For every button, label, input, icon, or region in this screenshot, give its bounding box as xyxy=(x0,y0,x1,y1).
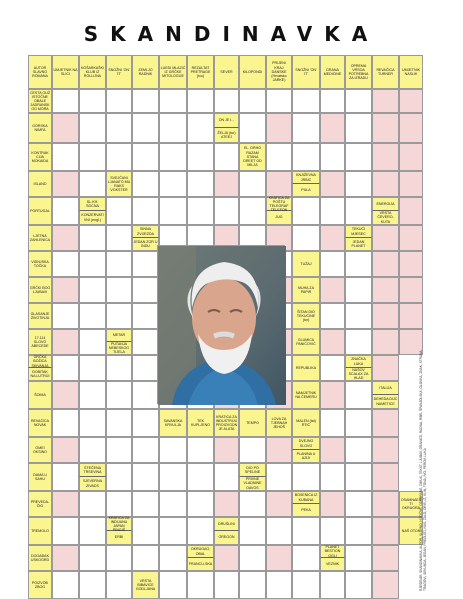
answer-cell[interactable] xyxy=(159,545,187,571)
answer-cell[interactable] xyxy=(345,381,372,409)
puzzle-title: SKANDINAVKA xyxy=(83,22,380,46)
answer-cell[interactable] xyxy=(52,225,79,251)
clue-cell: DVEJNO SLOVO xyxy=(292,437,320,450)
clue-cell: REVAČICA TURNER xyxy=(372,55,399,89)
answer-cell[interactable] xyxy=(79,89,106,113)
answer-cell[interactable] xyxy=(79,545,106,571)
answer-cell[interactable] xyxy=(239,171,266,197)
clue-cell: PLANINA U AZIJI xyxy=(292,450,320,463)
answer-cell[interactable] xyxy=(214,89,239,113)
clue-cell: KILOPONDI xyxy=(239,55,266,89)
clue-cell: JEDAN PLANET xyxy=(345,238,372,251)
answer-cell[interactable] xyxy=(106,89,132,113)
answer-cell[interactable] xyxy=(52,171,79,197)
clue-pair xyxy=(320,545,345,571)
answer-cell[interactable] xyxy=(345,545,372,571)
clue-cell: OKRUGAO, OBAL xyxy=(187,545,214,558)
clue-cell: ZNAČKA LUKA xyxy=(345,355,372,368)
clue-pair xyxy=(106,329,132,355)
answer-cell[interactable] xyxy=(52,381,79,409)
answer-cell[interactable] xyxy=(292,143,320,171)
answer-cell[interactable] xyxy=(214,491,239,517)
clue-cell: LOVA ZA TJEBNAH JEHOŠ xyxy=(266,409,292,437)
answer-cell[interactable] xyxy=(372,329,399,355)
answer-cell[interactable] xyxy=(372,491,399,517)
clue-cell: PRIJENI KRAJ DANSKE (Hrvatsko JARKE) xyxy=(266,55,292,89)
answer-cell[interactable] xyxy=(187,437,214,463)
answer-cell[interactable] xyxy=(132,355,159,381)
clue-cell: KONZERVATIVNI (engl.) xyxy=(79,211,106,225)
answer-cell[interactable] xyxy=(132,143,159,171)
clue-cell: TEKUĆI MJESEC xyxy=(345,225,372,238)
portrait-image xyxy=(158,246,286,405)
clue-pair xyxy=(132,225,159,251)
clue-cell: SVEJČANI LJANATO MU RAKS VOKSTER xyxy=(106,171,132,197)
clue-cell: OSAMNAESTI OKRUGRA xyxy=(399,491,423,517)
clue-cell: UMJETNIK NASLIK xyxy=(399,55,423,89)
clue-pair xyxy=(292,437,320,463)
clue-cell: GLASANJE ŽIVOTINJA xyxy=(28,303,52,329)
answer-cell[interactable] xyxy=(292,225,320,251)
answer-cell[interactable] xyxy=(266,545,292,571)
answer-cell[interactable] xyxy=(187,143,214,171)
clue-cell: PLANET BESTION OGLI xyxy=(320,545,345,558)
clue-cell: SINNA ZVIJEZDA xyxy=(132,225,159,238)
clue-cell: DIO PO SPELINE xyxy=(239,463,266,477)
answer-cell[interactable] xyxy=(372,143,399,171)
answer-cell[interactable] xyxy=(52,197,79,225)
answer-cell[interactable] xyxy=(214,545,239,571)
answer-cell[interactable] xyxy=(106,303,132,329)
clue-cell: TREMOLO xyxy=(28,517,52,545)
answer-cell[interactable] xyxy=(79,329,106,355)
answer-cell[interactable] xyxy=(79,113,106,143)
clue-cell: ON JE I... xyxy=(214,113,239,128)
clue-pair xyxy=(292,491,320,517)
clue-cell: SL.KH. SOCNA xyxy=(79,197,106,211)
answer-cell[interactable] xyxy=(345,113,372,143)
answer-cell[interactable] xyxy=(106,437,132,463)
clue-cell: GRČKA BOŽICA SKIVANJA xyxy=(28,355,52,368)
clue-cell: NAMJETNIK NA ČEMERU xyxy=(292,381,320,409)
answer-cell[interactable] xyxy=(372,251,399,277)
clue-cell: METAR xyxy=(106,329,132,342)
answer-cell[interactable] xyxy=(159,113,187,143)
answer-cell[interactable] xyxy=(292,89,320,113)
answer-cell[interactable] xyxy=(372,89,399,113)
clue-pair xyxy=(372,197,399,225)
answer-cell[interactable] xyxy=(132,409,159,437)
clue-cell: TEK KUPLJENO xyxy=(187,409,214,437)
clue-cell: ENERGIJA xyxy=(372,197,399,211)
solution-credits: RJEŠENJE: SKANDINAVKA, AUTOR, SLAVNO, ISTOČNE, ODABRANE, ZIMUS, TEKST, LJUBAV, GRANICE, RADNA, RIBE, ŠPANJOLSKA, OLOVKA, ZNAK, STRANA, TRAGOVI, SEKUNDA, JEDAN, PREGLED, NAS, ŽALO, ORIS, IZ, KLIN, TONA, IVO, PEROV, LUKA xyxy=(419,349,427,591)
answer-cell[interactable] xyxy=(159,171,187,197)
clue-cell: 17.114 SLOVO ABECEDE xyxy=(28,329,52,355)
answer-cell[interactable] xyxy=(399,277,423,303)
answer-cell[interactable] xyxy=(52,463,79,491)
clue-cell: SEVER xyxy=(214,55,239,89)
answer-cell[interactable] xyxy=(399,113,423,143)
answer-cell[interactable] xyxy=(320,303,345,329)
answer-cell[interactable] xyxy=(79,355,106,381)
answer-cell[interactable] xyxy=(159,491,187,517)
clue-pair xyxy=(214,113,239,143)
clue-cell: PREVEDA-ČIO xyxy=(28,491,52,517)
answer-cell[interactable] xyxy=(372,171,399,197)
clue-cell: EL. DRHO RAZAM STANA DREET OD MILJA xyxy=(239,143,266,171)
answer-cell[interactable] xyxy=(372,545,399,571)
answer-cell[interactable] xyxy=(345,277,372,303)
clue-cell: REVAČICA NOVAK xyxy=(28,409,52,437)
clue-cell: DOBITAK NA LUTRIJI xyxy=(28,368,52,381)
answer-cell[interactable] xyxy=(52,355,79,381)
clue-cell: VRSTA ČEVERO-KUTA xyxy=(372,211,399,225)
answer-cell[interactable] xyxy=(372,225,399,251)
clue-cell: FRANCU-SKA xyxy=(187,558,214,571)
answer-cell[interactable] xyxy=(106,197,132,225)
clue-cell: GLUMICA PANIĆOVIĆ xyxy=(292,329,320,355)
answer-cell[interactable] xyxy=(187,463,214,491)
answer-cell[interactable] xyxy=(292,197,320,225)
answer-cell[interactable] xyxy=(320,517,345,545)
answer-cell[interactable] xyxy=(106,277,132,303)
clue-cell: JUG xyxy=(266,211,292,225)
answer-cell[interactable] xyxy=(187,171,214,197)
answer-cell[interactable] xyxy=(52,113,79,143)
answer-cell[interactable] xyxy=(239,545,266,571)
clue-cell: SNOŽNI 'ON' 'IT' xyxy=(292,55,320,89)
answer-cell[interactable] xyxy=(399,303,423,329)
answer-cell[interactable] xyxy=(159,463,187,491)
clue-cell: CESTA OUŽ ISTOČNE OBALE JADRANSKOG MORA xyxy=(29,90,51,112)
answer-cell[interactable] xyxy=(132,277,159,303)
answer-cell[interactable] xyxy=(132,491,159,517)
answer-cell[interactable] xyxy=(292,113,320,143)
answer-cell[interactable] xyxy=(345,437,372,463)
answer-cell[interactable] xyxy=(106,225,132,251)
answer-cell[interactable] xyxy=(399,143,423,171)
answer-cell[interactable] xyxy=(372,517,399,545)
answer-cell[interactable] xyxy=(372,437,399,463)
answer-cell[interactable] xyxy=(399,251,423,277)
clue-cell: KONTRAK CIJA MOKAIDA xyxy=(28,143,52,171)
clue-pair xyxy=(79,197,106,225)
answer-cell[interactable] xyxy=(372,355,399,381)
answer-cell[interactable] xyxy=(79,143,106,171)
clue-cell: DRUŠLINI xyxy=(214,517,239,531)
answer-cell[interactable] xyxy=(320,89,345,113)
answer-cell[interactable] xyxy=(292,517,320,545)
answer-cell[interactable] xyxy=(239,517,266,545)
clue-cell: ISLAND xyxy=(28,171,52,197)
answer-cell[interactable] xyxy=(320,409,345,437)
answer-cell[interactable] xyxy=(399,89,423,113)
answer-cell[interactable] xyxy=(132,251,159,277)
answer-cell[interactable] xyxy=(345,171,372,197)
answer-cell[interactable] xyxy=(239,89,266,113)
answer-cell[interactable] xyxy=(239,113,266,143)
clue-cell: TEMPO xyxy=(239,409,266,437)
answer-cell[interactable] xyxy=(214,571,239,599)
answer-cell[interactable] xyxy=(214,197,239,225)
answer-cell[interactable] xyxy=(292,545,320,571)
clue-cell: GRČKI BOG LJUBAVI xyxy=(28,277,52,303)
answer-cell[interactable] xyxy=(132,329,159,355)
clue-pair xyxy=(345,355,372,381)
answer-cell[interactable] xyxy=(372,409,399,437)
clue-cell: ŽELJA (tur) ATEEJ xyxy=(214,128,239,143)
answer-cell[interactable] xyxy=(79,277,106,303)
clue-cell: GRANA MEDICINE xyxy=(320,55,345,89)
answer-cell[interactable] xyxy=(345,571,372,599)
answer-cell[interactable] xyxy=(132,463,159,491)
clue-cell: LJETNA ZAHLENICA xyxy=(28,225,52,251)
clue-cell: DEHEDA DIJC NAMETICE xyxy=(372,395,399,409)
answer-cell[interactable] xyxy=(372,303,399,329)
answer-cell[interactable] xyxy=(132,89,159,113)
clue-cell: ŠITAN DIO TEKUĆINE (tur) xyxy=(292,303,320,329)
clue-pair xyxy=(292,171,320,197)
answer-cell[interactable] xyxy=(345,303,372,329)
portrait-photo xyxy=(157,245,285,404)
clue-cell: STEČENA TRSEVINA xyxy=(79,463,106,477)
clue-pair xyxy=(214,517,239,545)
answer-cell[interactable] xyxy=(292,571,320,599)
answer-cell[interactable] xyxy=(345,89,372,113)
clue-pair xyxy=(345,225,372,251)
answer-cell[interactable] xyxy=(345,251,372,277)
answer-cell[interactable] xyxy=(214,463,239,491)
answer-cell[interactable] xyxy=(132,437,159,463)
answer-cell[interactable] xyxy=(79,571,106,599)
answer-cell[interactable] xyxy=(187,517,214,545)
clue-cell: VRSTA BIBAVICE GODLJANA xyxy=(132,571,159,599)
answer-cell[interactable] xyxy=(320,463,345,491)
clue-cell: SJEVERNA ZIVADS xyxy=(79,477,106,491)
clue-pair xyxy=(372,381,399,409)
answer-cell[interactable] xyxy=(214,171,239,197)
answer-cell[interactable] xyxy=(292,463,320,491)
answer-cell[interactable] xyxy=(320,277,345,303)
clue-pair xyxy=(266,197,292,225)
clue-cell: AUTOR SLAVNO ROMANA xyxy=(28,55,52,89)
answer-cell[interactable] xyxy=(399,171,423,197)
answer-cell[interactable] xyxy=(52,89,79,113)
answer-cell[interactable] xyxy=(372,277,399,303)
answer-cell[interactable] xyxy=(106,463,132,491)
clue-cell: DOGAĐAK USKOGRD xyxy=(28,545,52,571)
clue-cell: ITALIJA xyxy=(372,381,399,395)
answer-cell[interactable] xyxy=(79,491,106,517)
answer-cell[interactable] xyxy=(239,437,266,463)
answer-cell[interactable] xyxy=(79,303,106,329)
answer-cell[interactable] xyxy=(79,251,106,277)
answer-cell[interactable] xyxy=(187,491,214,517)
answer-cell[interactable] xyxy=(372,571,399,599)
clue-cell: REPUBLIKA xyxy=(292,355,320,381)
answer-cell[interactable] xyxy=(159,143,187,171)
answer-cell[interactable] xyxy=(320,197,345,225)
answer-cell[interactable] xyxy=(239,571,266,599)
answer-cell[interactable] xyxy=(132,171,159,197)
answer-cell[interactable] xyxy=(320,491,345,517)
answer-cell[interactable] xyxy=(320,225,345,251)
answer-cell[interactable] xyxy=(106,409,132,437)
answer-cell[interactable] xyxy=(52,437,79,463)
answer-cell[interactable] xyxy=(187,89,214,113)
clue-cell: ZEMLJO RADNIK xyxy=(132,55,159,89)
answer-cell[interactable] xyxy=(106,491,132,517)
answer-cell[interactable] xyxy=(266,463,292,491)
clue-cell: OREGON xyxy=(214,531,239,545)
answer-cell[interactable] xyxy=(320,251,345,277)
clue-cell: TUŽAJ xyxy=(292,251,320,277)
answer-cell[interactable] xyxy=(106,381,132,409)
answer-cell[interactable] xyxy=(132,113,159,143)
clue-cell: ŠOIMA xyxy=(28,381,52,409)
answer-cell[interactable] xyxy=(239,491,266,517)
answer-cell[interactable] xyxy=(52,491,79,517)
answer-cell[interactable] xyxy=(399,225,423,251)
clue-pair xyxy=(239,463,266,491)
clue-cell: JEDAN ZOR U INDU xyxy=(132,238,159,251)
answer-cell[interactable] xyxy=(159,571,187,599)
answer-cell[interactable] xyxy=(52,251,79,277)
answer-cell[interactable] xyxy=(320,355,345,381)
answer-cell[interactable] xyxy=(320,171,345,197)
clue-cell: ERBI xyxy=(106,531,132,545)
answer-cell[interactable] xyxy=(187,571,214,599)
clue-pair xyxy=(28,355,52,381)
clue-cell: VIDNJSKA TOČKA xyxy=(28,251,52,277)
clue-cell: PUTANJA NEBESKOG TIJELA xyxy=(106,342,132,355)
answer-cell[interactable] xyxy=(320,437,345,463)
clue-cell: KOŠARKAŠKI KLUB IZ ROLLIJNA xyxy=(79,55,106,89)
answer-cell[interactable] xyxy=(52,571,79,599)
answer-cell[interactable] xyxy=(187,113,214,143)
answer-cell[interactable] xyxy=(132,381,159,409)
answer-cell[interactable] xyxy=(345,143,372,171)
clue-cell: VEZNIK xyxy=(320,558,345,571)
clue-cell: REZULTAT PRETRAGE (tvo) xyxy=(187,55,214,89)
answer-cell[interactable] xyxy=(399,197,423,225)
answer-cell[interactable] xyxy=(79,409,106,437)
answer-cell[interactable] xyxy=(266,571,292,599)
answer-cell[interactable] xyxy=(214,437,239,463)
answer-cell[interactable] xyxy=(52,303,79,329)
answer-cell[interactable] xyxy=(372,113,399,143)
answer-cell[interactable] xyxy=(132,303,159,329)
answer-cell[interactable] xyxy=(266,517,292,545)
answer-cell[interactable] xyxy=(159,197,187,225)
answer-cell[interactable] xyxy=(106,355,132,381)
clue-cell: DAMA U SAHU xyxy=(28,463,52,491)
answer-cell[interactable] xyxy=(159,437,187,463)
answer-cell[interactable] xyxy=(52,409,79,437)
answer-cell[interactable] xyxy=(266,437,292,463)
clue-cell: GORSKA NIMFA xyxy=(28,113,52,143)
clue-cell: NAŠ OTOK xyxy=(399,517,423,545)
answer-cell[interactable] xyxy=(79,171,106,197)
clue-cell: PRIVNE VLADNINE DAVOS xyxy=(239,477,266,491)
answer-cell[interactable] xyxy=(79,517,106,545)
answer-cell[interactable] xyxy=(132,517,159,545)
answer-cell[interactable] xyxy=(266,89,292,113)
clue-cell: KRATICA ZA INDIJANU JAPAN xyxy=(106,517,132,531)
answer-cell[interactable] xyxy=(52,545,79,571)
clue-cell: NAŠOV SCALAX ZA HLAD xyxy=(345,368,372,381)
answer-cell[interactable] xyxy=(320,113,345,143)
answer-cell[interactable] xyxy=(106,251,132,277)
answer-cell[interactable] xyxy=(320,143,345,171)
answer-cell[interactable] xyxy=(320,381,345,409)
answer-cell[interactable] xyxy=(52,329,79,355)
clue-cell: OPREMA VRSOA POTREBNA ZA IZRADU xyxy=(345,55,372,89)
answer-cell[interactable] xyxy=(79,381,106,409)
clue-pair xyxy=(106,517,132,545)
clue-cell: MUHA ZA PAPIR xyxy=(292,277,320,303)
answer-cell[interactable] xyxy=(132,197,159,225)
answer-cell[interactable] xyxy=(266,113,292,143)
clue-cell: OMEI OKSINO xyxy=(28,437,52,463)
answer-cell[interactable] xyxy=(239,197,266,225)
answer-cell[interactable] xyxy=(345,329,372,355)
clue-cell: LUEDI MLAZIĆ IZ GRČKE MITOLOGIJE xyxy=(159,55,187,89)
answer-cell[interactable] xyxy=(132,545,159,571)
clue-cell: SNOŽNI 'ON' 'IT' xyxy=(106,55,132,89)
clue-cell: PULA xyxy=(292,184,320,197)
clue-cell: PORTUGAL xyxy=(28,197,52,225)
clue-cell: MALEN (tal) RTIĆ xyxy=(292,409,320,437)
clue-cell: POIZVOĐ ZBOG xyxy=(28,571,52,599)
answer-cell[interactable] xyxy=(159,517,187,545)
answer-cell[interactable] xyxy=(52,277,79,303)
answer-cell[interactable] xyxy=(52,143,79,171)
clue-cell: BOSENICA IZ KUBANA xyxy=(292,491,320,504)
clue-cell: KNJIŽEVNA JRBIC xyxy=(292,171,320,184)
answer-cell[interactable] xyxy=(345,517,372,545)
clue-cell: KRATICA ZA POŠTU TELEGRAF xyxy=(266,197,292,211)
answer-cell[interactable] xyxy=(345,409,372,437)
answer-cell[interactable] xyxy=(52,517,79,545)
answer-cell[interactable] xyxy=(372,463,399,491)
answer-cell[interactable] xyxy=(214,143,239,171)
answer-cell[interactable] xyxy=(345,197,372,225)
answer-cell[interactable] xyxy=(266,143,292,171)
answer-cell[interactable] xyxy=(106,143,132,171)
answer-cell[interactable] xyxy=(320,329,345,355)
clue-cell: UMJETNIK NA SLICI xyxy=(52,55,79,89)
clue-cell: SAVANSKA KRVULJA xyxy=(159,409,187,437)
answer-cell[interactable] xyxy=(345,463,372,491)
clue-cell: KRATICA ZA INDUSTRIJU PROIZVODNJE ALATA xyxy=(214,409,239,437)
clue-pair xyxy=(187,545,214,571)
clue-pair xyxy=(79,463,106,491)
answer-cell[interactable] xyxy=(345,491,372,517)
answer-cell[interactable] xyxy=(266,171,292,197)
answer-cell[interactable] xyxy=(106,571,132,599)
answer-cell[interactable] xyxy=(79,225,106,251)
answer-cell[interactable] xyxy=(106,545,132,571)
answer-cell[interactable] xyxy=(79,437,106,463)
answer-cell[interactable] xyxy=(266,491,292,517)
clue-cell: PEKA xyxy=(292,504,320,517)
answer-cell[interactable] xyxy=(320,571,345,599)
answer-cell[interactable] xyxy=(187,197,214,225)
answer-cell[interactable] xyxy=(159,89,187,113)
answer-cell[interactable] xyxy=(106,113,132,143)
